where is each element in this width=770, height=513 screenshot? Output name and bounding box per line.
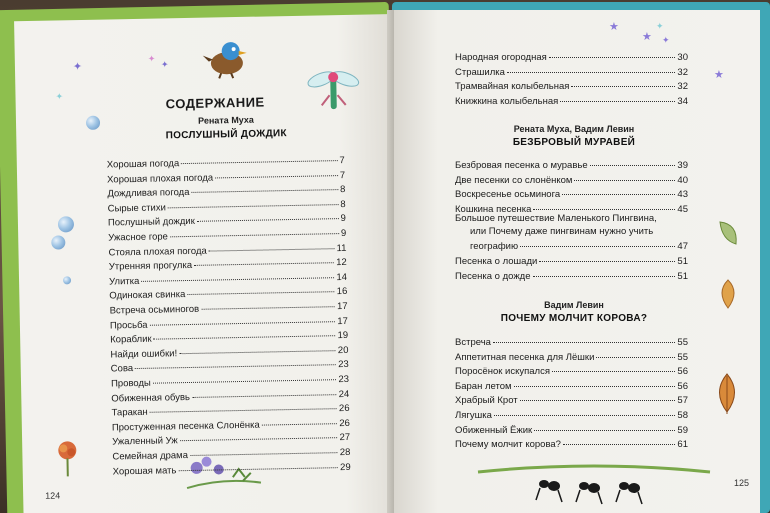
star-icon: ✦	[147, 53, 156, 64]
toc-entry-title: Песенка о лошади	[455, 256, 538, 267]
toc-entry-page: 51	[677, 256, 688, 267]
toc-entry	[107, 184, 345, 200]
toc-entry	[111, 389, 349, 405]
toc-entry-page: 26	[338, 403, 350, 415]
toc-entry-page: 12	[336, 257, 347, 269]
toc-entry-page: 45	[677, 203, 688, 215]
toc-entry	[109, 257, 347, 273]
toc-entry-title: Ужаленный Уж	[112, 435, 178, 448]
toc-entry-title: Аппетитная песенка для Лёшки	[455, 351, 595, 363]
toc-entry-page: 17	[336, 300, 348, 313]
toc-entry-title: Баран летом	[455, 380, 512, 392]
toc-entry	[455, 81, 688, 92]
toc-entry	[108, 199, 346, 215]
page-title: СОДЕРЖАНИЕ	[165, 94, 265, 112]
toc-entry	[108, 228, 346, 244]
toc-entry	[455, 366, 688, 377]
toc-entry	[112, 418, 350, 434]
toc-entry-page: 47	[677, 241, 688, 252]
toc-entry-title: Семейная драма	[112, 450, 189, 463]
toc-entry-page: 23	[338, 359, 349, 371]
toc-entry	[455, 425, 688, 436]
toc-entry-title: Дождливая погода	[107, 187, 190, 200]
toc-entry-title: Книжкина колыбельная	[455, 95, 559, 107]
bubble-icon	[51, 235, 65, 249]
leaf-icon	[716, 218, 742, 248]
toc-entry-title: Лягушка	[455, 410, 492, 421]
toc-entry	[455, 337, 688, 348]
toc-entry	[110, 345, 348, 361]
toc-entry-page: 9	[340, 227, 347, 240]
toc-entry-title: географию	[470, 241, 519, 252]
toc-entry-page: 59	[677, 424, 688, 436]
toc-entry-page: 11	[336, 242, 347, 254]
toc-entry-title: Простуженная песенка Слонёнка	[111, 419, 260, 434]
toc-entry-page: 14	[336, 271, 348, 283]
toc-entry	[455, 352, 688, 363]
toc-entry	[455, 395, 688, 406]
section-title: ПОЧЕМУ МОЛЧИТ КОРОВА?	[500, 313, 648, 324]
toc-entry-title: Сова	[110, 363, 134, 375]
bubble-icon	[58, 216, 74, 232]
star-icon: ✦	[656, 21, 664, 31]
toc-entry	[107, 170, 345, 186]
toc-entry-title: Хорошая плохая погода	[107, 172, 214, 186]
toc-entry-title: Утренняя прогулка	[108, 260, 193, 273]
star-icon: ★	[609, 21, 619, 33]
toc-entry-title: Трамвайная колыбельная	[455, 81, 570, 92]
section-title: ПОСЛУШНЫЙ ДОЖДИК	[165, 128, 287, 142]
toc-entry-title: Страшилка	[455, 66, 505, 78]
section-title: БЕЗБРОВЫЙ МУРАВЕЙ	[512, 137, 636, 148]
toc-entry-title: Встреча осьминогов	[109, 303, 200, 317]
toc-entry	[455, 381, 688, 392]
page-number: 125	[734, 478, 750, 488]
toc-entry	[110, 301, 348, 317]
toc-entry	[112, 447, 350, 463]
toc-entry	[455, 175, 688, 186]
toc-entry-title: Храбрый Крот	[455, 395, 518, 407]
toc-entry-line: Большое путешествие Маленького Пингвина,	[455, 213, 657, 224]
toc-entry-title: Кораблик	[110, 333, 152, 346]
toc-entry-page: 23	[338, 373, 350, 386]
toc-entry	[455, 96, 688, 107]
toc-entry	[110, 330, 348, 346]
toc-entry-page: 20	[337, 344, 349, 356]
toc-entry-page: 24	[338, 388, 350, 400]
toc-entry-title: Хорошая погода	[106, 158, 180, 171]
author-name: Рената Муха, Вадим Левин	[513, 124, 635, 134]
author-name: Вадим Левин	[544, 300, 604, 310]
toc-entry-page: 26	[339, 417, 350, 429]
toc-entry-page: 17	[337, 315, 348, 327]
toc-entry-page: 55	[677, 337, 688, 348]
dragonfly-icon	[305, 65, 364, 118]
toc-entry-page: 32	[677, 66, 688, 78]
toc-entry	[455, 439, 688, 450]
left-page	[14, 14, 404, 513]
star-icon: ✦	[160, 59, 169, 70]
toc-entry-page: 19	[337, 330, 349, 342]
toc-entry	[455, 271, 688, 282]
toc-entry-title: Найди ошибки!	[110, 348, 178, 361]
toc-entry-title: Ужасное горе	[108, 231, 169, 244]
toc-entry-title: Народная огородная	[455, 52, 547, 63]
toc-entry-page: 16	[336, 286, 348, 298]
toc-entry-page: 34	[677, 95, 688, 107]
toc-entry-title: Почему молчит корова?	[455, 439, 561, 451]
bubble-icon	[63, 276, 71, 284]
leaf-icon	[716, 278, 740, 310]
toc-entry-page: 57	[677, 395, 688, 407]
toc-entry-page: 32	[677, 81, 688, 92]
toc-entry-title: Две песенки со слонёнком	[455, 174, 573, 186]
ant-icon	[474, 458, 714, 508]
star-icon: ★	[642, 31, 652, 43]
toc-entry-title: Песенка о дожде	[455, 271, 531, 282]
toc-entry-page: 8	[339, 184, 346, 196]
toc-entry-page: 30	[677, 52, 688, 63]
star-icon: ✦	[55, 91, 64, 102]
toc-entry-page: 51	[677, 271, 688, 282]
toc-entry-page: 55	[677, 351, 688, 363]
toc-entry	[113, 462, 351, 478]
toc-entry	[455, 410, 688, 421]
author-name: Рената Муха	[198, 114, 254, 126]
toc-entry	[455, 52, 688, 63]
toc-entry-title: Сырые стихи	[107, 202, 166, 215]
toc-entry-page: 56	[677, 380, 688, 392]
flower-icon	[52, 438, 83, 479]
toc-entry	[108, 243, 346, 259]
toc-entry-page: 8	[340, 198, 346, 210]
toc-entry	[112, 403, 350, 419]
toc-entry-page: 61	[677, 439, 688, 451]
toc-entry-page: 7	[339, 169, 346, 181]
toc-entry-title: Обиженный Ёжик	[455, 424, 533, 436]
bubble-icon	[86, 116, 100, 130]
bird-icon	[200, 37, 253, 80]
toc-entry-title: Проводы	[110, 377, 151, 390]
toc-entry-title: Стояла плохая погода	[108, 245, 207, 259]
toc-entry	[109, 286, 347, 302]
toc-entry-title: Просьба	[109, 319, 148, 332]
star-icon: ✦	[662, 35, 670, 45]
toc-entry-title: Послушный дождик	[107, 216, 195, 229]
star-icon: ✦	[72, 60, 83, 74]
toc-entry-page: 28	[339, 446, 351, 459]
page-number: 124	[45, 490, 61, 501]
toc-entry-title: Одинокая свинка	[109, 289, 186, 302]
toc-entry-page: 29	[340, 461, 351, 473]
toc-entry	[112, 432, 350, 448]
star-icon: ★	[714, 69, 724, 81]
toc-entry	[455, 256, 688, 267]
toc-entry-page: 9	[340, 213, 347, 225]
toc-entry	[110, 316, 348, 332]
toc-entry-title: Таракан	[111, 406, 148, 419]
toc-entry-page: 39	[677, 160, 688, 171]
toc-entry-title: Безбровая песенка о муравье	[455, 160, 588, 171]
toc-entry	[107, 155, 345, 171]
toc-entry-title: Воскресенье осьминога	[455, 189, 561, 200]
toc-entry	[111, 374, 349, 390]
toc-entry	[455, 189, 688, 200]
right-page	[394, 10, 760, 513]
toc-entry-title: Поросёнок искупался	[455, 366, 550, 378]
toc-entry-title: Хорошая мать	[112, 464, 177, 478]
toc-entry-page: 58	[677, 410, 688, 421]
toc-entry-title: Встреча	[455, 337, 491, 348]
toc-entry-page: 56	[677, 366, 688, 378]
toc-entry-page: 27	[339, 432, 351, 444]
toc-entry	[111, 359, 349, 375]
toc-entry-line: или Почему даже пингвинам нужно учить	[470, 226, 654, 237]
toc-entry-title: Обиженная обувь	[111, 391, 191, 405]
toc-entry-page: 7	[339, 154, 345, 167]
toc-entry-page: 40	[677, 174, 688, 186]
toc-entry	[455, 160, 688, 171]
toc-entry-title: Улитка	[108, 275, 140, 288]
toc-entry	[455, 67, 688, 78]
toc-entry-title: Кошкина песенка	[455, 203, 532, 215]
toc-entry	[470, 241, 688, 252]
toc-entry	[109, 272, 347, 288]
toc-entry-page: 43	[677, 189, 688, 200]
leaf-icon	[712, 372, 742, 416]
toc-entry	[108, 213, 346, 229]
